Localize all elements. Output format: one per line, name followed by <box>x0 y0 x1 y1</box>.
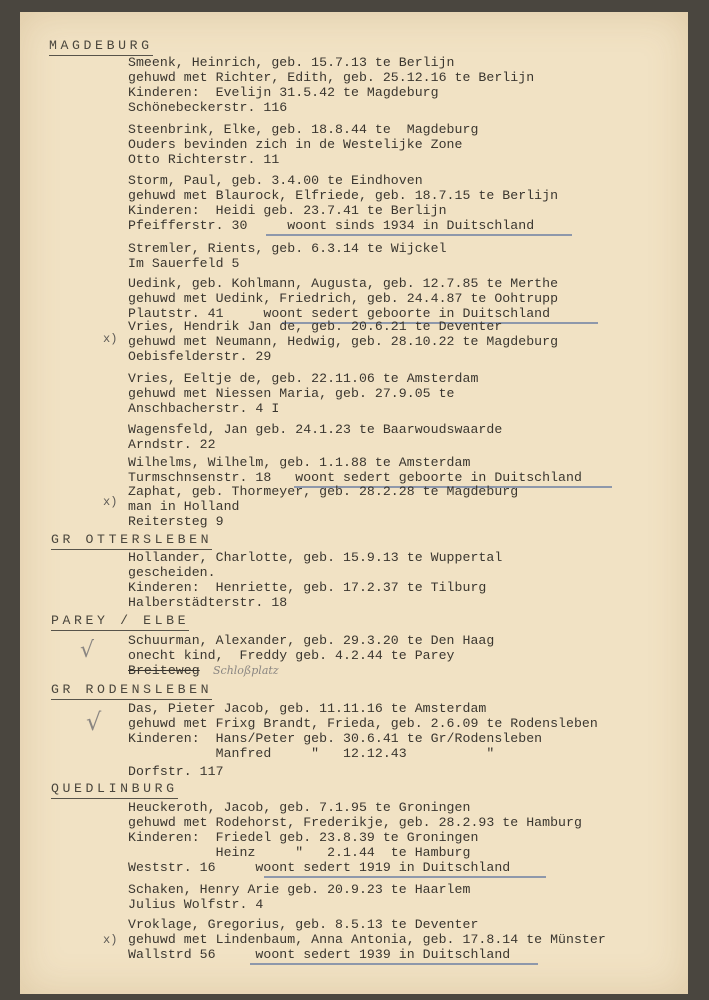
entry-line: Hollander, Charlotte, geb. 15.9.13 te Wuppertal <box>128 550 503 565</box>
margin-mark: x) <box>103 332 118 346</box>
entry-line: Storm, Paul, geb. 3.4.00 te Eindhoven <box>128 173 423 188</box>
entry-line: Arndstr. 22 <box>128 437 216 452</box>
entry-line: Uedink, geb. Kohlmann, Augusta, geb. 12.7.85 te Merthe <box>128 276 559 291</box>
pencil-tick: √ <box>86 708 102 736</box>
entry-line: Kinderen: Hans/Peter geb. 30.6.41 te Gr/Rodensleben <box>128 731 543 746</box>
entry-line: Kinderen: Heidi geb. 23.7.41 te Berlijn <box>128 203 447 218</box>
entry-line: Zaphat, geb. Thormeyer, geb. 28.2.28 te Magdeburg <box>128 484 519 499</box>
entry-line: Vries, Hendrik Jan de, geb. 20.6.21 te Deventer <box>128 319 503 334</box>
entry-line: Schaken, Henry Arie geb. 20.9.23 te Haarlem <box>128 882 471 897</box>
section-heading-gr-rodensleben: GR RODENSLEBEN <box>51 682 212 697</box>
entry-line: gehuwd met Blaurock, Elfriede, geb. 18.7.15 te Berlijn <box>128 188 559 203</box>
entry-line: gehuwd met Lindenbaum, Anna Antonia, geb. 17.8.14 te Münster <box>128 932 606 947</box>
entry-line: Wagensfeld, Jan geb. 24.1.23 te Baarwoudswaarde <box>128 422 503 437</box>
entry-line: Heinz " 2.1.44 te Hamburg <box>128 845 471 860</box>
entry-line: Plautstr. 41 woont sedert geboorte in Duitschland <box>128 306 551 321</box>
entry-line: Dorfstr. 117 <box>128 764 224 779</box>
entry-line-struck: Breiteweg <box>128 663 200 678</box>
entry-line: onecht kind, Freddy geb. 4.2.44 te Parey <box>128 648 455 663</box>
blue-underline <box>250 963 538 965</box>
entry-line: Stremler, Rients, geb. 6.3.14 te Wijckel <box>128 241 447 256</box>
pencil-note: Schloßplatz <box>213 664 279 677</box>
entry-line: gehuwd met Neumann, Hedwig, geb. 28.10.22 te Magdeburg <box>128 334 559 349</box>
entry-line: gehuwd met Uedink, Friedrich, geb. 24.4.87 te Oohtrupp <box>128 291 559 306</box>
entry-line: Wallstrd 56 woont sedert 1939 in Duitschland <box>128 947 511 962</box>
entry-line: Halberstädterstr. 18 <box>128 595 288 610</box>
entry-line: Pfeifferstr. 30 woont sinds 1934 in Duitschland <box>128 218 535 233</box>
entry-line: Anschbacherstr. 4 I <box>128 401 280 416</box>
document-page <box>20 12 688 994</box>
entry-line: gehuwd met Frixg Brandt, Frieda, geb. 2.6.09 te Rodensleben <box>128 716 598 731</box>
entry-line: Im Sauerfeld 5 <box>128 256 240 271</box>
entry-line: Schönebeckerstr. 116 <box>128 100 288 115</box>
section-heading-quedlinburg: QUEDLINBURG <box>51 781 178 796</box>
entry-line: Julius Wolfstr. 4 <box>128 897 264 912</box>
entry-line: Kinderen: Friedel geb. 23.8.39 te Groningen <box>128 830 479 845</box>
entry-line: Reitersteg 9 <box>128 514 224 529</box>
section-heading-magdeburg: MAGDEBURG <box>49 38 153 53</box>
entry-line: Manfred " 12.12.43 " <box>128 746 495 761</box>
entry-line: gescheiden. <box>128 565 216 580</box>
entry-line: Oebisfelderstr. 29 <box>128 349 272 364</box>
entry-line: Vries, Eeltje de, geb. 22.11.06 te Amsterdam <box>128 371 479 386</box>
blue-underline <box>264 876 546 878</box>
entry-line: gehuwd met Richter, Edith, geb. 25.12.16 te Berlijn <box>128 70 535 85</box>
entry-line: Vroklage, Gregorius, geb. 8.5.13 te Deventer <box>128 917 479 932</box>
entry-line: Otto Richterstr. 11 <box>128 152 280 167</box>
entry-line: Wilhelms, Wilhelm, geb. 1.1.88 te Amsterdam <box>128 455 471 470</box>
entry-line: Turmschnsenstr. 18 woont sedert geboorte in Duitschland <box>128 470 582 485</box>
entry-line: man in Holland <box>128 499 240 514</box>
entry-line: Kinderen: Evelijn 31.5.42 te Magdeburg <box>128 85 439 100</box>
entry-line: Das, Pieter Jacob, geb. 11.11.16 te Amsterdam <box>128 701 487 716</box>
entry-line: Heuckeroth, Jacob, geb. 7.1.95 te Groningen <box>128 800 471 815</box>
entry-line: Smeenk, Heinrich, geb. 15.7.13 te Berlijn <box>128 55 455 70</box>
entry-line: gehuwd met Rodehorst, Frederikje, geb. 28.2.93 te Hamburg <box>128 815 582 830</box>
entry-line: Steenbrink, Elke, geb. 18.8.44 te Magdeburg <box>128 122 479 137</box>
entry-line: Schuurman, Alexander, geb. 29.3.20 te Den Haag <box>128 633 495 648</box>
entry-line: Kinderen: Henriette, geb. 17.2.37 te Tilburg <box>128 580 487 595</box>
entry-line: Weststr. 16 woont sedert 1919 in Duitschland <box>128 860 511 875</box>
pencil-tick: √ <box>80 638 95 663</box>
entry-line: gehuwd met Niessen Maria, geb. 27.9.05 te <box>128 386 455 401</box>
margin-mark: x) <box>103 495 118 509</box>
section-heading-gr-ottersleben: GR OTTERSLEBEN <box>51 532 212 547</box>
margin-mark: x) <box>103 933 118 947</box>
section-heading-parey-elbe: PAREY / ELBE <box>51 613 189 628</box>
blue-underline <box>266 234 572 236</box>
entry-line: Ouders bevinden zich in de Westelijke Zone <box>128 137 463 152</box>
